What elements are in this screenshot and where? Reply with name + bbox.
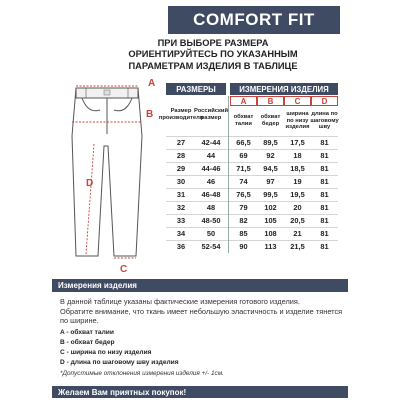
brand-banner: COMFORT FIT [168, 6, 340, 34]
table-cell: 81 [320, 190, 329, 199]
table-cell: 82 [239, 216, 248, 225]
intro-line-1: ПРИ ВЫБОРЕ РАЗМЕРА [157, 38, 269, 48]
letter-c: C [284, 96, 311, 106]
table-cell: 32 [176, 203, 186, 212]
table-cell: 102 [264, 203, 277, 212]
table-cell: 81 [320, 138, 329, 147]
intro-text [108, 38, 318, 72]
table-row-divider [166, 188, 338, 189]
table-cell: 97 [266, 177, 275, 186]
table-cell: 81 [320, 164, 329, 173]
table-cell: 85 [239, 229, 248, 238]
size-table-body [166, 136, 338, 253]
letter-d: D [311, 96, 338, 106]
table-cell: 21 [293, 229, 302, 238]
table-cell: 99,5 [263, 190, 278, 199]
table-cell: 71,5 [236, 164, 251, 173]
measurements-header: ИЗМЕРЕНИЯ ИЗДЕЛИЯ [230, 83, 338, 95]
intro-line-2: ОРИЕНТИРУЙТЕСЬ ПО УКАЗАННЫМ [128, 49, 298, 60]
table-cell: 90 [239, 242, 248, 251]
sizes-header: РАЗМЕРЫ [166, 83, 226, 95]
footer-bar: Желаем Вам приятных покупок! [52, 386, 348, 398]
table-cell: 46 [206, 177, 216, 186]
table-row-divider [166, 227, 338, 228]
table-cell: 30 [176, 177, 186, 186]
table-cell: 20 [293, 203, 302, 212]
label-a: A [148, 78, 156, 89]
jeans-diagram [52, 76, 162, 276]
table-cell: 52-54 [201, 242, 221, 251]
table-cell: 42-44 [201, 138, 221, 147]
table-cell: 18,5 [290, 164, 305, 173]
table-cell: 74 [239, 177, 248, 186]
legend-d: D - длина по шаговому шву изделия [60, 359, 179, 366]
table-column-divider [228, 96, 229, 253]
col-russian-size: Российский размер [194, 108, 229, 121]
table-cell: 94,5 [263, 164, 278, 173]
intro-line-3: ПАРАМЕТРАМ ИЗДЕЛИЯ В ТАБЛИЦЕ [128, 60, 298, 71]
table-cell: 44 [206, 151, 216, 160]
col-hips: обхват бедер [260, 114, 281, 127]
letter-b: B [257, 96, 284, 106]
table-cell: 46-48 [201, 190, 221, 199]
table-cell: 81 [320, 177, 329, 186]
table-cell: 76,5 [236, 190, 251, 199]
table-cell: 18 [293, 151, 302, 160]
table-cell: 19 [293, 177, 302, 186]
table-row-divider [166, 214, 338, 215]
table-cell: 19,5 [290, 190, 305, 199]
table-cell: 81 [320, 229, 329, 238]
table-cell: 81 [320, 216, 329, 225]
table-cell: 81 [320, 151, 329, 160]
table-row-divider [166, 162, 338, 163]
table-row-divider [166, 175, 338, 176]
table-cell: 81 [320, 242, 329, 251]
letter-a: A [230, 96, 257, 106]
table-cell: 108 [264, 229, 277, 238]
table-cell: 50 [206, 229, 216, 238]
col-manufacturer-size: Размер производителя [158, 108, 204, 121]
table-cell: 31 [176, 190, 186, 199]
measurements-paragraph-2: Обратите внимание, что ткань имеет небольшую эластичность и изделие тянется по ширине. [60, 307, 343, 325]
table-cell: 33 [176, 216, 186, 225]
measure-c [114, 258, 136, 275]
col-inseam: длина по шаговому шву [310, 110, 339, 131]
table-cell: 44-46 [201, 164, 221, 173]
table-cell: 105 [264, 216, 277, 225]
table-cell: 17,5 [290, 138, 305, 147]
table-row-divider [166, 240, 338, 241]
measurements-paragraph-1: В данной таблице указаны фактические измерения готового изделия. [60, 297, 300, 306]
table-cell: 66,5 [236, 138, 251, 147]
measure-letters [230, 96, 338, 106]
legend-a: A - обхват талии [60, 329, 114, 336]
col-waist: обхват талии [233, 114, 254, 127]
table-cell: 113 [264, 242, 277, 251]
table-cell: 34 [176, 229, 186, 238]
table-row-divider [166, 136, 338, 137]
label-d: D [86, 178, 94, 189]
table-row-divider [166, 201, 338, 202]
table-cell: 69 [239, 151, 248, 160]
table-cell: 21,5 [290, 242, 305, 251]
table-cell: 81 [320, 203, 329, 212]
table-cell: 79 [239, 203, 248, 212]
legend-b: B - обхват бедер [60, 339, 115, 346]
col-bottom-width: ширина по низу изделия [285, 110, 310, 131]
table-cell: 48 [206, 203, 216, 212]
table-cell: 20,5 [290, 216, 305, 225]
measurements-title: Измерения изделия [52, 279, 348, 292]
table-cell: 89,5 [263, 138, 278, 147]
table-cell: 36 [176, 242, 186, 251]
legend-c: C - ширина по низу изделия [60, 349, 152, 356]
table-cell: 29 [176, 164, 186, 173]
table-cell: 48-50 [201, 216, 221, 225]
table-cell: 28 [176, 151, 186, 160]
measure-a [76, 78, 155, 89]
table-cell: 92 [266, 151, 275, 160]
tolerance-footnote: *Допустимые отклонения измерения изделия +/- 1см. [60, 370, 224, 377]
label-c: C [120, 264, 128, 275]
table-row-divider [166, 149, 338, 150]
label-b: B [146, 109, 154, 120]
table-cell: 27 [176, 138, 186, 147]
